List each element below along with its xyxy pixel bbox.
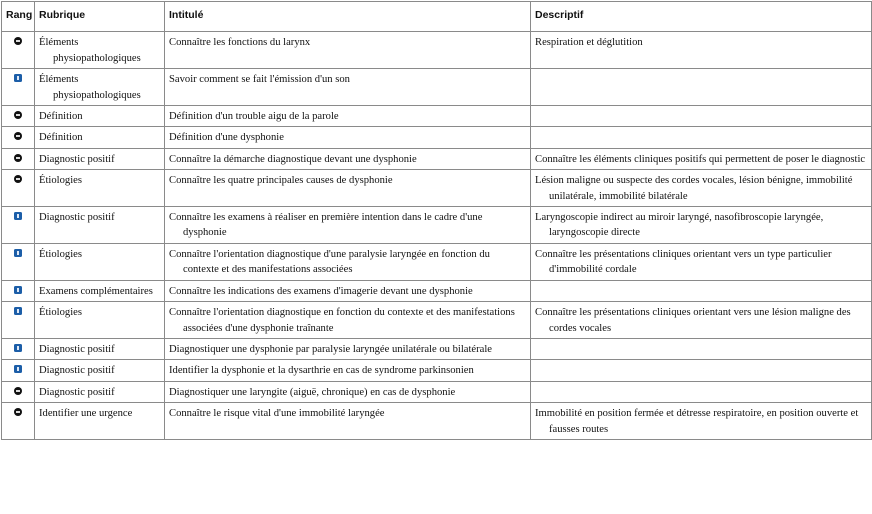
rubrique-text: Définition (39, 132, 83, 144)
rubrique-text: Identifier une urgence (39, 408, 133, 420)
intitule-text: Définition d'une dysphonie (169, 132, 284, 144)
rank-b-badge-icon (14, 212, 22, 220)
descriptif-text: Immobilité en position fermée et détresse respiratoire, en position ouverte et fausses routes (535, 408, 859, 435)
cell-rubrique (35, 381, 165, 402)
cell-rubrique (35, 302, 165, 339)
cell-rang (2, 69, 35, 106)
header-intitule: Intitulé (165, 2, 531, 32)
descriptif-text: Connaître les présentations cliniques orientant vers une lésion maligne des cordes vocales (535, 307, 851, 334)
cell-rubrique (35, 403, 165, 440)
cell-descriptif (531, 381, 872, 402)
rubrique-text: Diagnostic positif (39, 153, 115, 165)
cell-descriptif (531, 170, 872, 207)
intitule-text: Connaître les indications des examens d'imagerie devant une dysphonie (169, 285, 473, 297)
rubrique-text: Éléments physiopathologiques (39, 74, 141, 101)
cell-rang (2, 243, 35, 280)
cell-rang (2, 127, 35, 148)
cell-rang (2, 106, 35, 127)
cell-descriptif (531, 302, 872, 339)
rubrique-text: Diagnostic positif (39, 343, 115, 355)
descriptif-text: Connaître les éléments cliniques positifs qui permettent de poser le diagnostic (535, 153, 866, 165)
intitule-text: Connaître les fonctions du larynx (169, 37, 311, 49)
cell-descriptif (531, 243, 872, 280)
rank-a-badge-icon (14, 111, 22, 119)
cell-descriptif (531, 127, 872, 148)
intitule-text: Connaître l'orientation diagnostique d'une paralysie laryngée en fonction du contexte et des manifestations associées (169, 248, 490, 276)
intitule-text: Connaître les quatre principales causes de dysphonie (169, 175, 393, 187)
rubrique-text: Examens complémentaires (39, 285, 153, 297)
rank-b-badge-icon (14, 365, 22, 373)
cell-intitule (165, 106, 531, 127)
header-descriptif: Descriptif (531, 2, 872, 32)
rank-b-badge-icon (14, 344, 22, 352)
cell-rang (2, 360, 35, 381)
intitule-text: Définition d'un trouble aigu de la parole (169, 111, 339, 123)
objectives-table (1, 1, 872, 440)
table-row (2, 32, 872, 69)
intitule-text: Diagnostiquer une dysphonie par paralysie laryngée unilatérale ou bilatérale (169, 343, 492, 355)
intitule-text: Connaître les examens à réaliser en première intention dans le cadre d'une dysphonie (169, 212, 483, 239)
cell-rang (2, 403, 35, 440)
cell-rubrique (35, 127, 165, 148)
rubrique-text: Étiologies (39, 175, 82, 187)
table-row (2, 106, 872, 127)
cell-intitule (165, 207, 531, 244)
intitule-text: Connaître l'orientation diagnostique en fonction du contexte et des manifestations associées d'une dysphonie traînante (169, 307, 515, 334)
cell-rang (2, 32, 35, 69)
cell-rubrique (35, 207, 165, 244)
cell-descriptif (531, 207, 872, 244)
cell-intitule (165, 381, 531, 402)
cell-rubrique (35, 170, 165, 207)
rank-b-badge-icon (14, 74, 22, 82)
rank-a-badge-icon (14, 37, 22, 45)
rubrique-text: Diagnostic positif (39, 212, 115, 224)
cell-rang (2, 302, 35, 339)
table-row (2, 69, 872, 106)
cell-intitule (165, 403, 531, 440)
rubrique-text: Diagnostic positif (39, 365, 115, 377)
cell-descriptif (531, 403, 872, 440)
table-header-row (2, 2, 872, 32)
table-row (2, 381, 872, 402)
cell-descriptif (531, 69, 872, 106)
table-row (2, 148, 872, 169)
cell-descriptif (531, 106, 872, 127)
rank-a-badge-icon (14, 408, 22, 416)
cell-rang (2, 207, 35, 244)
cell-intitule (165, 338, 531, 359)
header-rubrique: Rubrique (35, 2, 165, 32)
cell-descriptif (531, 360, 872, 381)
cell-rubrique (35, 148, 165, 169)
intitule-text: Savoir comment se fait l'émission d'un son (169, 74, 350, 86)
cell-intitule (165, 280, 531, 301)
table-row (2, 338, 872, 359)
cell-rubrique (35, 32, 165, 69)
header-rang: Rang (2, 2, 35, 32)
rank-b-badge-icon (14, 286, 22, 294)
table-row (2, 170, 872, 207)
cell-rang (2, 381, 35, 402)
table-row (2, 302, 872, 339)
table-row (2, 403, 872, 440)
rubrique-text: Étiologies (39, 248, 82, 260)
cell-intitule (165, 148, 531, 169)
descriptif-text: Respiration et déglutition (535, 37, 643, 49)
cell-rang (2, 280, 35, 301)
table-row (2, 127, 872, 148)
cell-rubrique (35, 69, 165, 106)
table-row (2, 243, 872, 280)
cell-rang (2, 148, 35, 169)
descriptif-text: Lésion maligne ou suspecte des cordes vocales, lésion bénigne, immobilité unilatérale, immobilité bilatérale (535, 175, 853, 202)
rank-a-badge-icon (14, 154, 22, 162)
cell-rubrique (35, 280, 165, 301)
cell-rang (2, 170, 35, 207)
cell-intitule (165, 302, 531, 339)
table-row (2, 360, 872, 381)
cell-rubrique (35, 106, 165, 127)
table-row (2, 280, 872, 301)
cell-rubrique (35, 360, 165, 381)
rank-b-badge-icon (14, 249, 22, 257)
rank-a-badge-icon (14, 175, 22, 183)
intitule-text: Identifier la dysphonie et la dysarthrie en cas de syndrome parkinsonien (169, 365, 474, 377)
cell-rang (2, 338, 35, 359)
cell-descriptif (531, 338, 872, 359)
cell-intitule (165, 360, 531, 381)
intitule-text: Connaître la démarche diagnostique devant une dysphonie (169, 153, 417, 165)
cell-intitule (165, 32, 531, 69)
cell-intitule (165, 127, 531, 148)
cell-rubrique (35, 243, 165, 280)
table-row (2, 207, 872, 244)
rank-a-badge-icon (14, 132, 22, 140)
cell-descriptif (531, 280, 872, 301)
cell-descriptif (531, 148, 872, 169)
cell-intitule (165, 170, 531, 207)
cell-descriptif (531, 32, 872, 69)
rubrique-text: Éléments physiopathologiques (39, 37, 141, 64)
rubrique-text: Étiologies (39, 307, 82, 319)
rank-b-badge-icon (14, 307, 22, 315)
descriptif-text: Laryngoscopie indirect au miroir laryngé, nasofibroscopie laryngée, laryngoscopie directe (535, 212, 824, 239)
rubrique-text: Diagnostic positif (39, 386, 115, 398)
cell-rubrique (35, 338, 165, 359)
descriptif-text: Connaître les présentations cliniques orientant vers un type particulier d'immobilité cordale (535, 248, 832, 276)
rubrique-text: Définition (39, 111, 83, 123)
intitule-text: Diagnostiquer une laryngite (aiguë, chronique) en cas de dysphonie (169, 386, 456, 398)
cell-intitule (165, 69, 531, 106)
intitule-text: Connaître le risque vital d'une immobilité laryngée (169, 408, 385, 420)
cell-intitule (165, 243, 531, 280)
rank-a-badge-icon (14, 387, 22, 395)
